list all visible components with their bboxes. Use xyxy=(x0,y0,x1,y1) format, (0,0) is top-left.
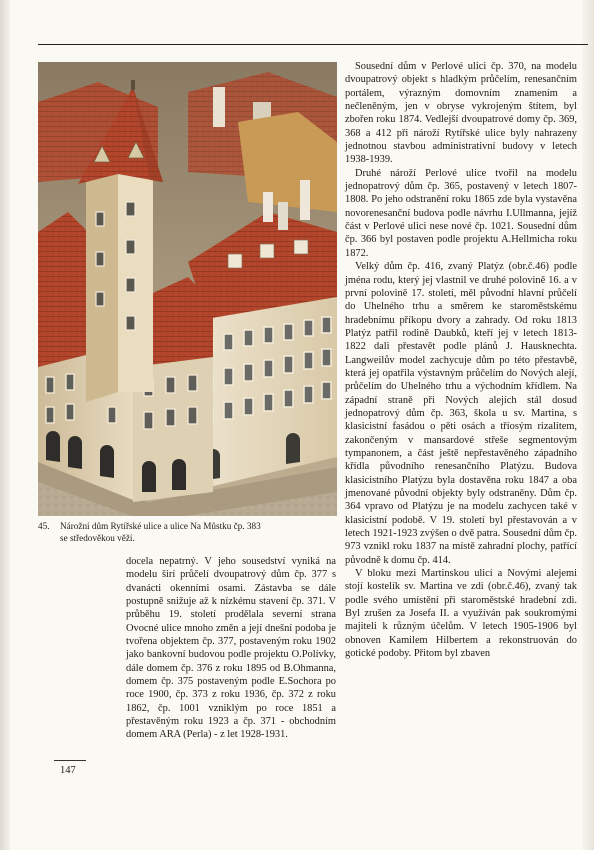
header-rule xyxy=(38,44,588,45)
figure-photo-model-house xyxy=(38,62,337,516)
figure-caption xyxy=(38,521,338,544)
page-binding-edge xyxy=(0,0,10,850)
page-right-edge xyxy=(582,0,594,850)
paragraph: Velký dům čp. 416, zvaný Platýz (obr.č.46) podle jména rodu, který jej vlastnil ve druhé polovině 16. a v první polovině 17. století, měl původní hlavní průčelí do Uhelného trhu a směrem ke staroměstskému hradebnímu příkopu dvory a zahrady. Od roku 1813 Platýz patřil rodině Daubků, kteří jej v letech 1813-1822 dali přestavět podle plánů J. Hausknechta. Langweilův model zachycuje dům po této přestavbě, která jej opatřila výstavným průčelím do Nových alejí, průčelím do Uhelného trhu a východním křídlem. Na západní straně při Nových alejích stál dosud jednopatrový dům čp. 363, škola u sv. Martina, s klasicistní fasádou o pěti osách a tříosým rizalitem, zakončeným v mansardové střeše segmentovým tympanonem, a část ještě nepřestavěného západního křídla původního renesančního Platýzu. Budova klasicistního Platýzu byla dostavěna roku 1847 a oba jmenované původní objekty byly odstraněny. Dům čp. 364 vpravo od Platýzu je na modelu zachycen také v klasicistní podobě. V 19. století byl přestavován a v letech 1921-1923 zvýšen o dvě patra. Sousední dům čp. 973 vznikl roku 1837 na místě zahradní plochy, patřící původně k domu čp. 414. xyxy=(345,261,578,566)
paragraph: docela nepatrný. V jeho sousedství vyniká na modelu širí průčelí dvoupatrový dům čp. 377 s dvanácti okenními osami. Zástavba se dále postupně snižuje až k nízkému stavení čp. 371. V průběhu 19. století prodělala severní strana Ovocné ulice mnoho změn a její dnešní podoba je tvořena objektem čp. 377, postaveným roku 1902 jako bankovní budovou podle projektu O.Polívky, dále domem čp. 376 z roku 1895 od B.Ohmanna, domem čp. 375 postaveným podle E.Sochora po roce 1900, čp. 373 z roku 1936, čp. 372 z roku 1862, čp. 1001 vzniklým po roce 1851 a přestavěným roku 1923 a čp. 371 - obchodním domem ARA (Perla) - z let 1928-1931. xyxy=(126,556,336,741)
left-text-column xyxy=(126,555,336,742)
figure-number: 45. xyxy=(38,521,50,531)
footer-rule xyxy=(54,760,86,761)
caption-line-2: se středověkou věží. xyxy=(60,532,135,543)
paragraph: Druhé nároží Perlové ulice tvořil na modelu jednopatrový dům čp. 365, postavený v letech 1807-1808. Po jeho odstranění roku 1865 zde byla vystavěna novorenesanční budova podle návrhu I.Ullmanna, jejíž část v Perlové ulici nese nové čp. 1021. Sousední dům čp. 366 byl postaven podle projektu A.Hellmicha roku 1872. xyxy=(345,167,577,259)
right-text-column xyxy=(345,60,577,660)
page-number: 147 xyxy=(60,765,76,776)
model-house-illustration xyxy=(38,62,337,516)
paragraph: Sousední dům v Perlové ulici čp. 370, na modelu dvoupatrový objekt s hladkým průčelím, renesančním portálem, výrazným domovním znamením a nečleněným, jen v obryse vykrojeným štítem, byl zbořen roku 1874. Vedlejší dvoupatrové domy čp. 369, 368 a 412 při nároží Rytířské ulice byly nahrazeny jednotnou stavbou administrativní budovy v letech 1938-1939. xyxy=(345,61,577,166)
caption-text-1: Nárožní dům Rytířské ulice a ulice Na Můstku čp. 383 xyxy=(60,521,261,531)
caption-line-1 xyxy=(38,521,338,533)
paragraph: V bloku mezi Martinskou ulicí a Novými alejemi stojí kostelík sv. Martina ve zdi (obr.č.46), zvaný tak podle svého umístění při staroměstské hradební zdi. Byl zrušen za Josefa II. a využíván pak soukromými majiteli k různým účelům. V letech 1905-1906 byl obnoven Kamilem Hilbertem a rekonstruován do gotické podoby. Přitom byl zbaven xyxy=(345,568,577,660)
